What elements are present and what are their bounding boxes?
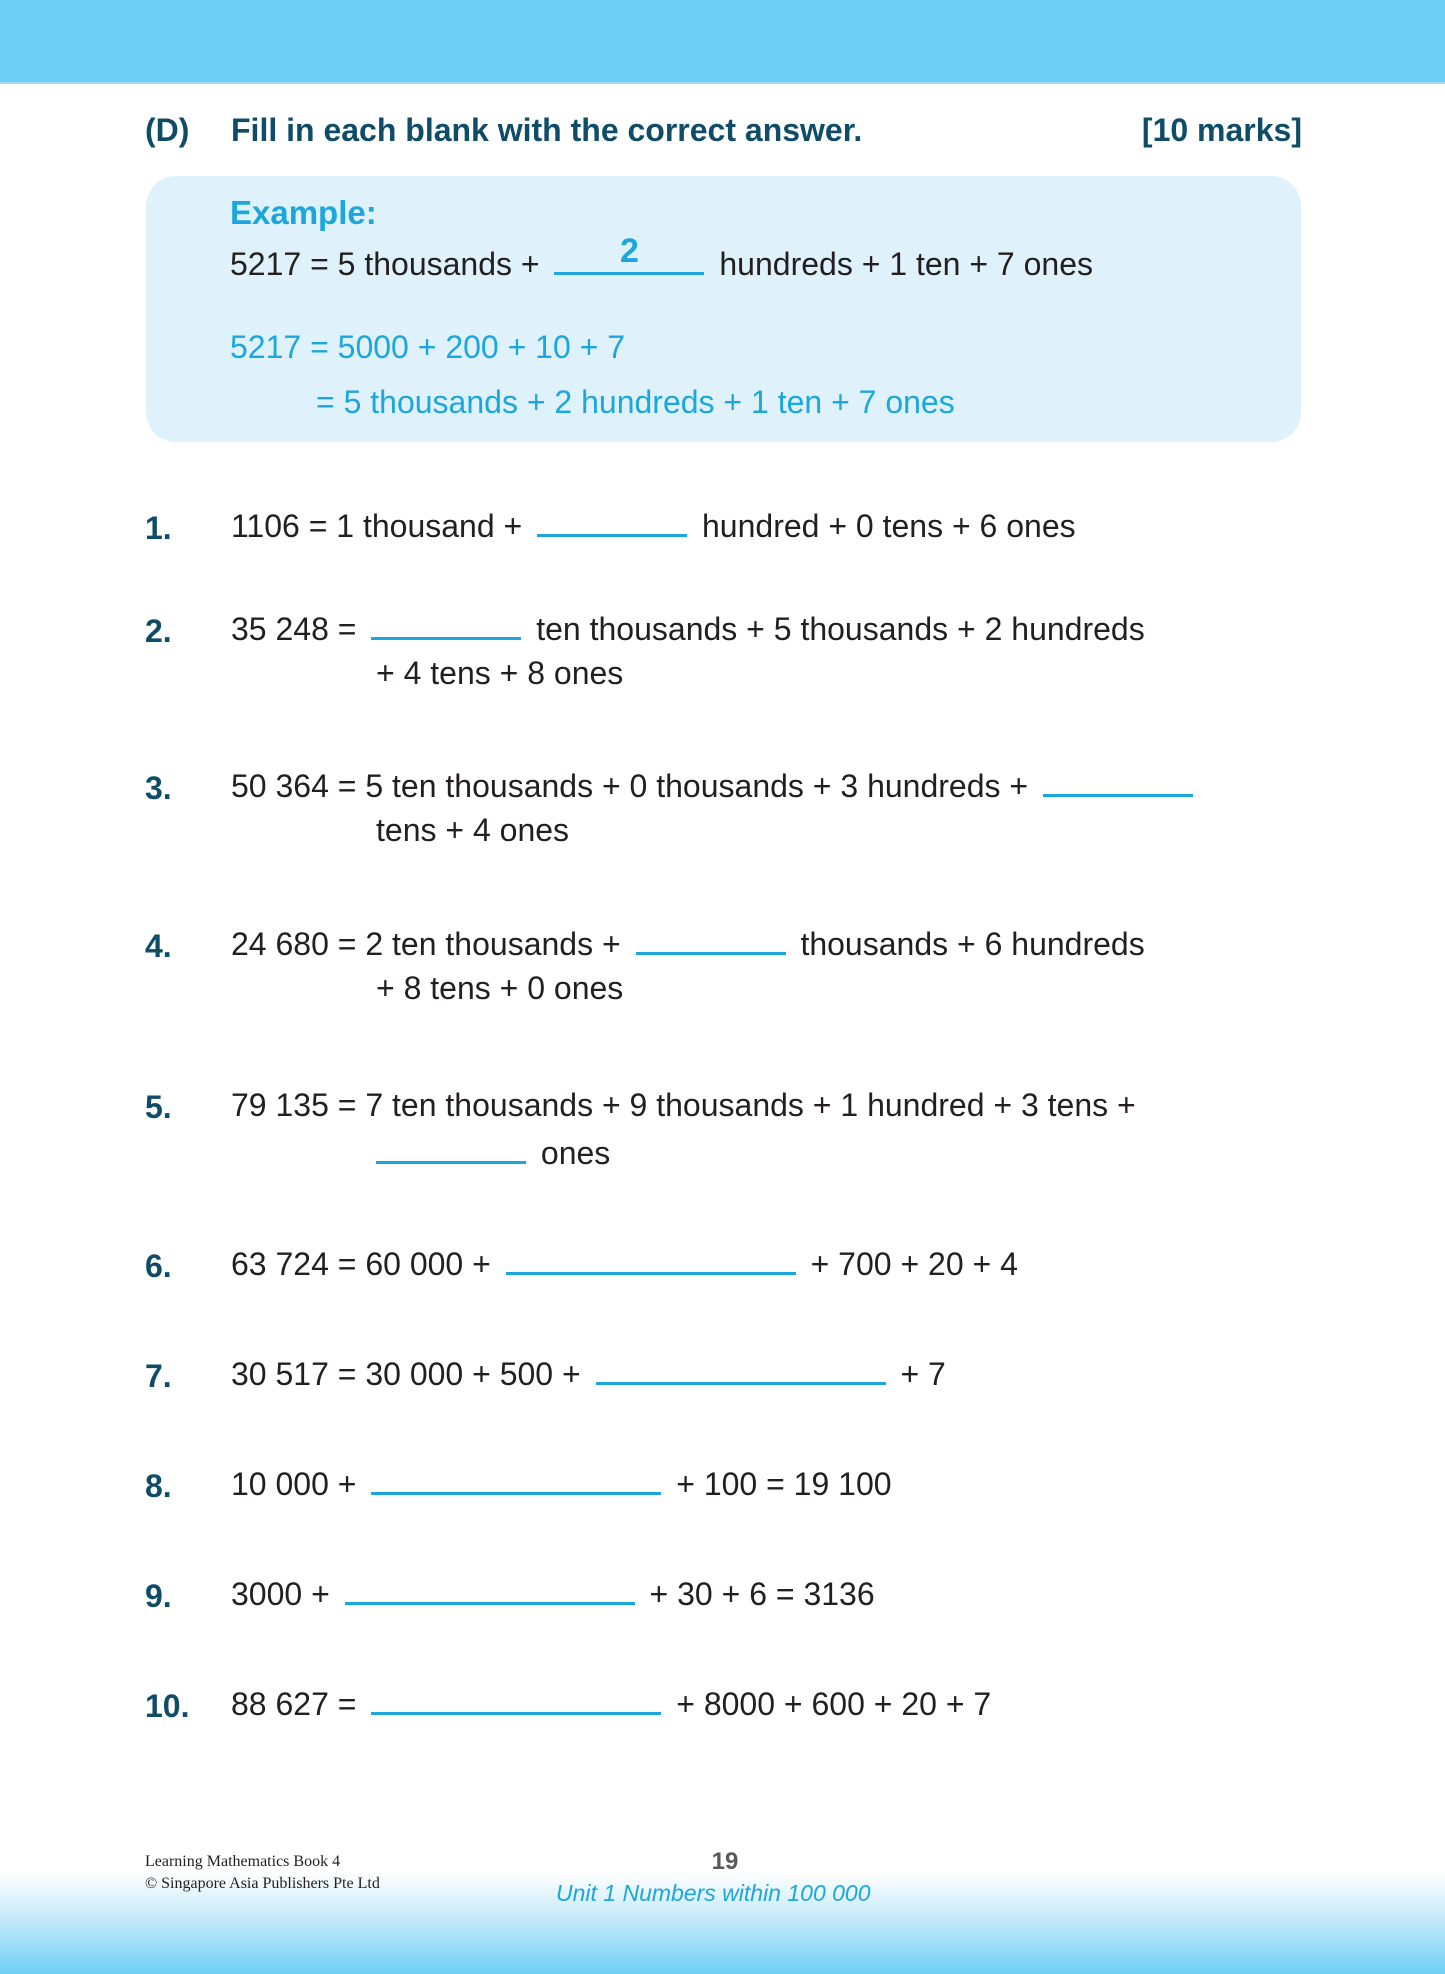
answer-blank-6[interactable] (506, 1246, 796, 1275)
answer-blank-7[interactable] (596, 1356, 886, 1385)
footer-book-title: Learning Mathematics Book 4 (145, 1853, 341, 1870)
question-number: 3. (145, 770, 172, 806)
answer-blank-2[interactable] (371, 611, 521, 640)
question-text-after: hundred + 0 tens + 6 ones (702, 508, 1076, 544)
header-band (0, 0, 1445, 84)
example-question (230, 232, 1093, 283)
section-letter: (D) (145, 112, 190, 148)
question-number: 10. (145, 1688, 190, 1724)
answer-blank-3[interactable] (1043, 768, 1193, 797)
question-number: 8. (145, 1468, 172, 1504)
answer-blank-5[interactable] (376, 1135, 526, 1164)
question-continuation: tens + 4 ones (376, 812, 570, 848)
question-number: 7. (145, 1358, 172, 1394)
question-text-before: 1106 = 1 thousand + (231, 508, 523, 544)
question-text-after: + 700 + 20 + 4 (810, 1246, 1018, 1282)
answer-blank-1[interactable] (537, 508, 687, 537)
question-text-before: 63 724 = 60 000 + (231, 1246, 491, 1282)
answer-blank-8[interactable] (371, 1466, 661, 1495)
question-number: 6. (145, 1248, 172, 1284)
section-instruction: Fill in each blank with the correct answer. (231, 112, 863, 148)
question-text-after: thousands + 6 hundreds (800, 926, 1145, 962)
question-text-before: 50 364 = 5 ten thousands + 0 thousands + 3 hundreds + (231, 768, 1029, 804)
footer-publisher (145, 1851, 380, 1895)
question-text-before: 24 680 = 2 ten thousands + (231, 926, 621, 962)
question-number: 5. (145, 1089, 172, 1125)
example-box (146, 176, 1301, 442)
question-text-before: 3000 + (231, 1576, 330, 1612)
question-text-before: 10 000 + (231, 1466, 357, 1502)
question-continuation: ones (540, 1135, 611, 1171)
question-text-before: 35 248 = (231, 611, 357, 647)
footer-copyright: © Singapore Asia Publishers Pte Ltd (145, 1875, 380, 1892)
example-solution-line-1: 5217 = 5000 + 200 + 10 + 7 (230, 329, 626, 365)
question-text-after: ten thousands + 5 thousands + 2 hundreds (536, 611, 1145, 647)
answer-blank-10[interactable] (371, 1686, 661, 1715)
example-question-before: 5217 = 5 thousands + (230, 246, 540, 282)
example-blank (554, 232, 704, 275)
question-number: 9. (145, 1578, 172, 1614)
answer-blank-9[interactable] (345, 1576, 635, 1605)
example-answer: 2 (620, 232, 639, 270)
section-heading (145, 112, 1302, 156)
question-text-after: + 30 + 6 = 3136 (649, 1576, 875, 1612)
question-text-after: + 100 = 19 100 (676, 1466, 892, 1502)
question-text-after: + 7 (900, 1356, 946, 1392)
question-number: 4. (145, 928, 172, 964)
page-number: 19 (711, 1848, 739, 1875)
question-continuation: + 8 tens + 0 ones (376, 970, 624, 1006)
example-question-after: hundreds + 1 ten + 7 ones (719, 246, 1093, 282)
example-title: Example: (230, 194, 377, 231)
question-text-after: + 8000 + 600 + 20 + 7 (676, 1686, 992, 1722)
unit-label: Unit 1 Numbers within 100 000 (556, 1880, 871, 1906)
answer-blank-4[interactable] (636, 926, 786, 955)
question-text-before: 30 517 = 30 000 + 500 + (231, 1356, 581, 1392)
question-number: 1. (145, 510, 172, 546)
question-continuation: + 4 tens + 8 ones (376, 655, 624, 691)
question-number: 2. (145, 613, 172, 649)
example-solution-line-2: = 5 thousands + 2 hundreds + 1 ten + 7 ones (316, 384, 955, 420)
question-text-before: 88 627 = (231, 1686, 357, 1722)
section-marks: [10 marks] (1141, 112, 1302, 148)
question-text-before: 79 135 = 7 ten thousands + 9 thousands + 1 hundred + 3 tens + (231, 1087, 1136, 1123)
